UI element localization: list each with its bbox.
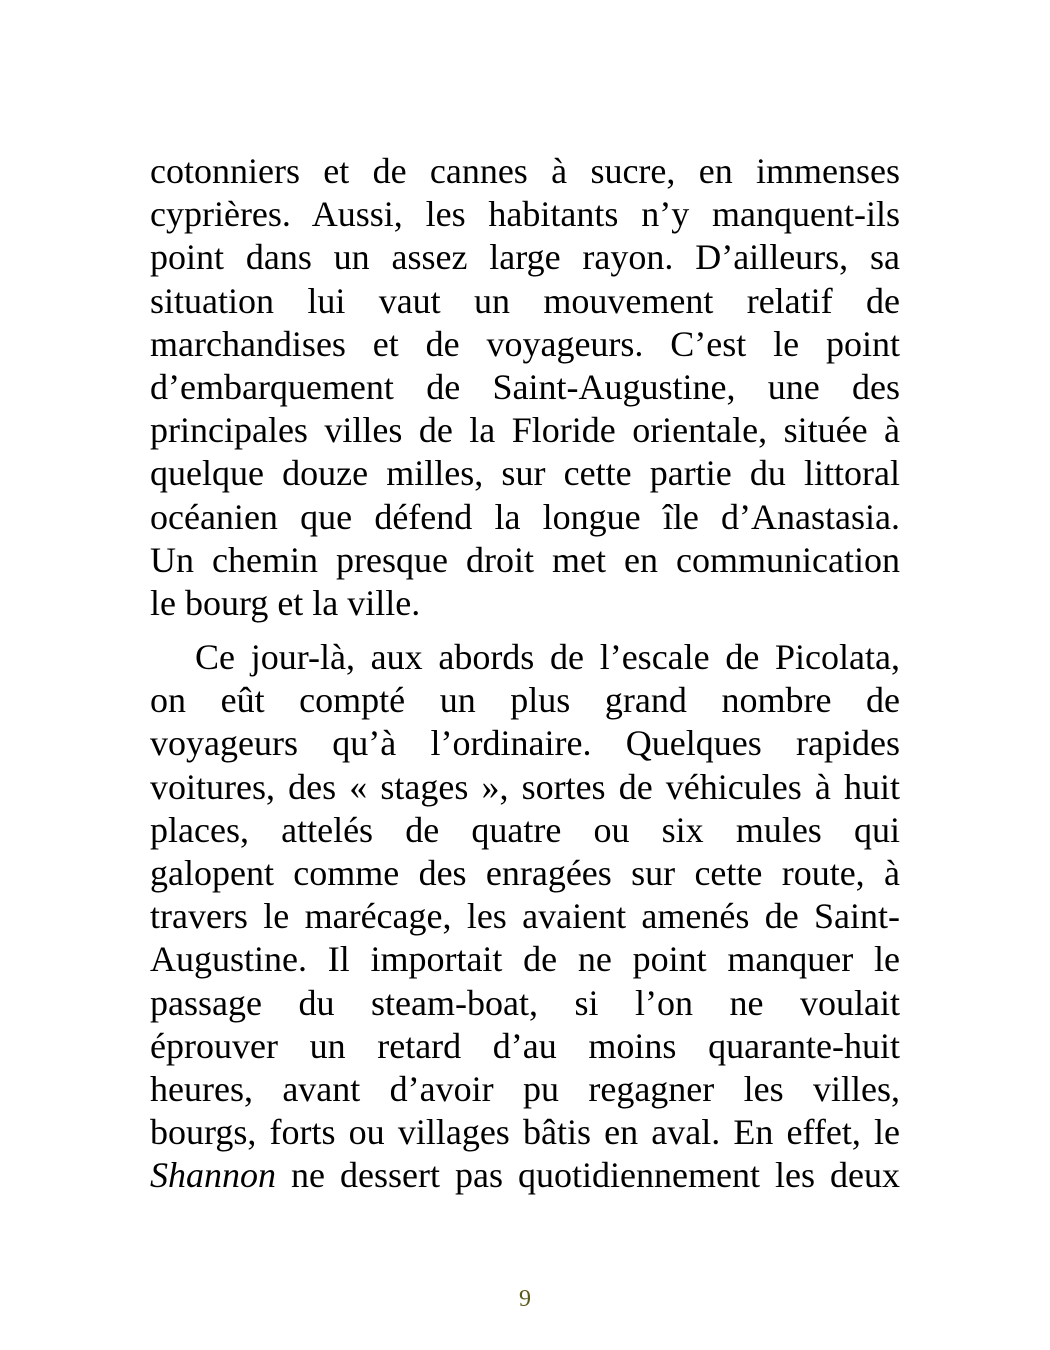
text-line-content: Ce jour-là, aux abords de l’escale de Picolata,	[195, 637, 900, 678]
text-line: le bourg et la ville.	[150, 582, 421, 623]
text-line: océanien que défend la longue île d’Anastasia.	[150, 496, 900, 537]
text-line: d’embarquement de Saint-Augustine, une des	[150, 366, 900, 407]
text-line: passage du steam-boat, si l’on ne voulait	[150, 982, 900, 1023]
text-line: cotonniers et de cannes à sucre, en immenses	[150, 151, 900, 191]
text-line: galopent comme des enragées sur cette route, à	[150, 853, 900, 893]
text-line: places, attelés de quatre ou six mules qui	[150, 809, 900, 850]
text-line: marchandises et de voyageurs. C’est le point	[150, 323, 900, 364]
text-line: principales villes de la Floride orientale, située à	[150, 410, 900, 451]
text-line: on eût compté un plus grand nombre de	[150, 680, 900, 721]
text-line: quelque douze milles, sur cette partie du littoral	[150, 453, 900, 494]
text-line: bourgs, forts ou villages bâtis en aval. En effet, le	[150, 1112, 900, 1153]
page-number: 9	[519, 1286, 531, 1312]
text-line: Augustine. Il importait de ne point manquer le	[150, 939, 900, 980]
text-line-indented	[150, 636, 900, 679]
text-line: travers le marécage, les avaient amenés de Saint-	[150, 896, 900, 937]
text-line-with-italic	[150, 1154, 900, 1197]
paragraph-1	[150, 150, 900, 625]
text-line: voyageurs qu’à l’ordinaire. Quelques rapides	[150, 723, 900, 764]
text-line: point dans un assez large rayon. D’ailleurs, sa	[150, 237, 900, 278]
text-line: Un chemin presque droit met en communication	[150, 539, 900, 580]
text-line-content: ne dessert pas quotidiennement les deux	[276, 1155, 900, 1196]
text-line: cyprières. Aussi, les habitants n’y manquent-ils	[150, 194, 900, 235]
text-line: heures, avant d’avoir pu regagner les villes,	[150, 1068, 900, 1109]
text-line: éprouver un retard d’au moins quarante-huit	[150, 1025, 900, 1066]
body-text	[150, 150, 900, 1198]
ship-name-italic: Shannon	[150, 1155, 276, 1196]
text-line: voitures, des « stages », sortes de véhicules à huit	[150, 766, 900, 807]
text-line: situation lui vaut un mouvement relatif de	[150, 280, 900, 321]
paragraph-2	[150, 636, 900, 1197]
